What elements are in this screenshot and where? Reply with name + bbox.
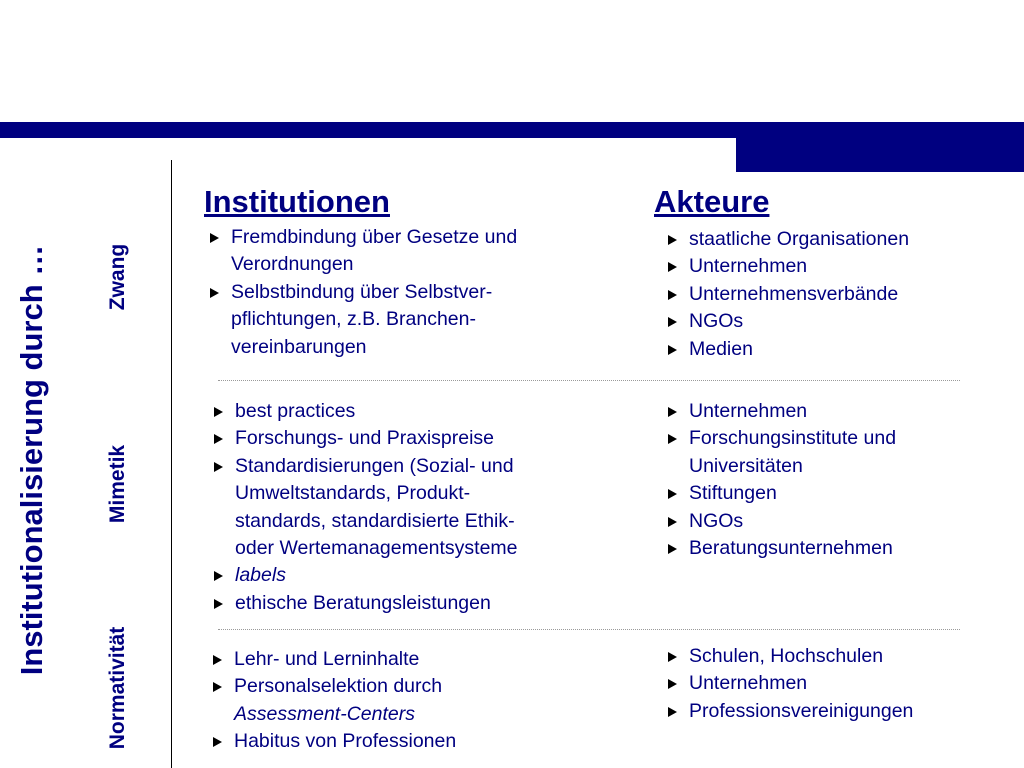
list-item: [663, 253, 909, 280]
list-item-text: Standardisierungen (Sozial- und: [235, 454, 514, 477]
list-item-text: Unternehmen: [689, 400, 808, 422]
list-item-text: pflichtungen, z.B. Branchen-: [231, 308, 476, 331]
normativitaet-label: Normativität: [106, 626, 129, 750]
list-item-text: Beratungsunternehmen: [689, 537, 893, 560]
zwang-institutionen-list: [205, 224, 517, 361]
normativitaet-akteure-list: [663, 643, 913, 725]
list-item-text: oder Wertemanagementsysteme: [235, 537, 518, 560]
list-item-text: Verordnungen: [231, 253, 354, 276]
list-item-text: vereinbarungen: [231, 335, 367, 358]
zwang-label: Zwang: [106, 243, 129, 311]
institutionalization-label: Institutionalisierung durch …: [14, 244, 49, 676]
list-item-text: Unternehmensverbände: [689, 282, 899, 305]
mimetik-label: Mimetik: [106, 444, 129, 524]
list-item: [209, 590, 518, 617]
list-item: [209, 453, 518, 563]
list-item-text: NGOs: [689, 509, 744, 532]
list-item-text: Medien: [689, 337, 753, 360]
zwang-akteure-list: [663, 226, 909, 363]
list-item: [209, 398, 518, 425]
list-item: [663, 281, 909, 308]
list-item-text: Unternehmen: [689, 672, 808, 695]
list-item: [208, 673, 456, 728]
list-item: [663, 336, 909, 363]
institutionen-heading: Institutionen: [204, 184, 390, 219]
mimetik-institutionen-list: [209, 398, 518, 617]
list-item-text: labels: [235, 564, 286, 587]
list-item-text: Umweltstandards, Produkt-: [235, 482, 471, 505]
list-item-text: Assessment-Centers: [234, 702, 415, 725]
list-item: [663, 535, 896, 562]
list-item-text: standards, standardisierte Ethik-: [235, 509, 515, 532]
list-item: [663, 398, 896, 425]
list-item-text: Lehr- und Lerninhalte: [234, 648, 420, 670]
list-item-text: Stiftungen: [689, 482, 777, 505]
list-item-text: Forschungs- und Praxispreise: [235, 427, 495, 450]
list-item-text: ethische Beratungsleistungen: [235, 591, 491, 614]
list-item: [663, 480, 896, 507]
list-item: [663, 425, 896, 480]
list-item-text: Unternehmen: [689, 255, 808, 278]
list-item: [208, 728, 456, 755]
normativitaet-institutionen-list: [208, 646, 456, 756]
list-item-text: Schulen, Hochschulen: [689, 645, 884, 667]
list-item: [663, 698, 913, 725]
list-item: [209, 425, 518, 452]
list-item: [663, 643, 913, 670]
header-accent-block: [736, 138, 1024, 172]
list-item-text: Habitus von Professionen: [234, 730, 457, 753]
list-item-text: staatliche Organisationen: [689, 228, 910, 250]
row-separator: [218, 629, 960, 630]
list-item: [663, 308, 909, 335]
akteure-heading: Akteure: [654, 184, 770, 219]
list-item: [663, 508, 896, 535]
list-item: [205, 224, 517, 279]
list-item-text: Fremdbindung über Gesetze und: [231, 226, 518, 248]
header-bar: [0, 122, 1024, 138]
list-item-text: Universitäten: [689, 454, 803, 477]
list-item: [663, 670, 913, 697]
list-item: [205, 279, 517, 361]
list-item: [663, 226, 909, 253]
list-item-text: NGOs: [689, 310, 744, 333]
row-separator: [218, 380, 960, 381]
list-item: [209, 562, 518, 589]
mimetik-akteure-list: [663, 398, 896, 562]
list-item-text: Selbstbindung über Selbstver-: [231, 280, 493, 303]
list-item-text: Professionsvereinigungen: [689, 699, 914, 722]
list-item: [208, 646, 456, 673]
list-item-text: Personalselektion durch: [234, 675, 443, 698]
list-item-text: Forschungsinstitute und: [689, 427, 897, 450]
vertical-divider: [171, 160, 172, 768]
list-item-text: best practices: [235, 400, 356, 422]
